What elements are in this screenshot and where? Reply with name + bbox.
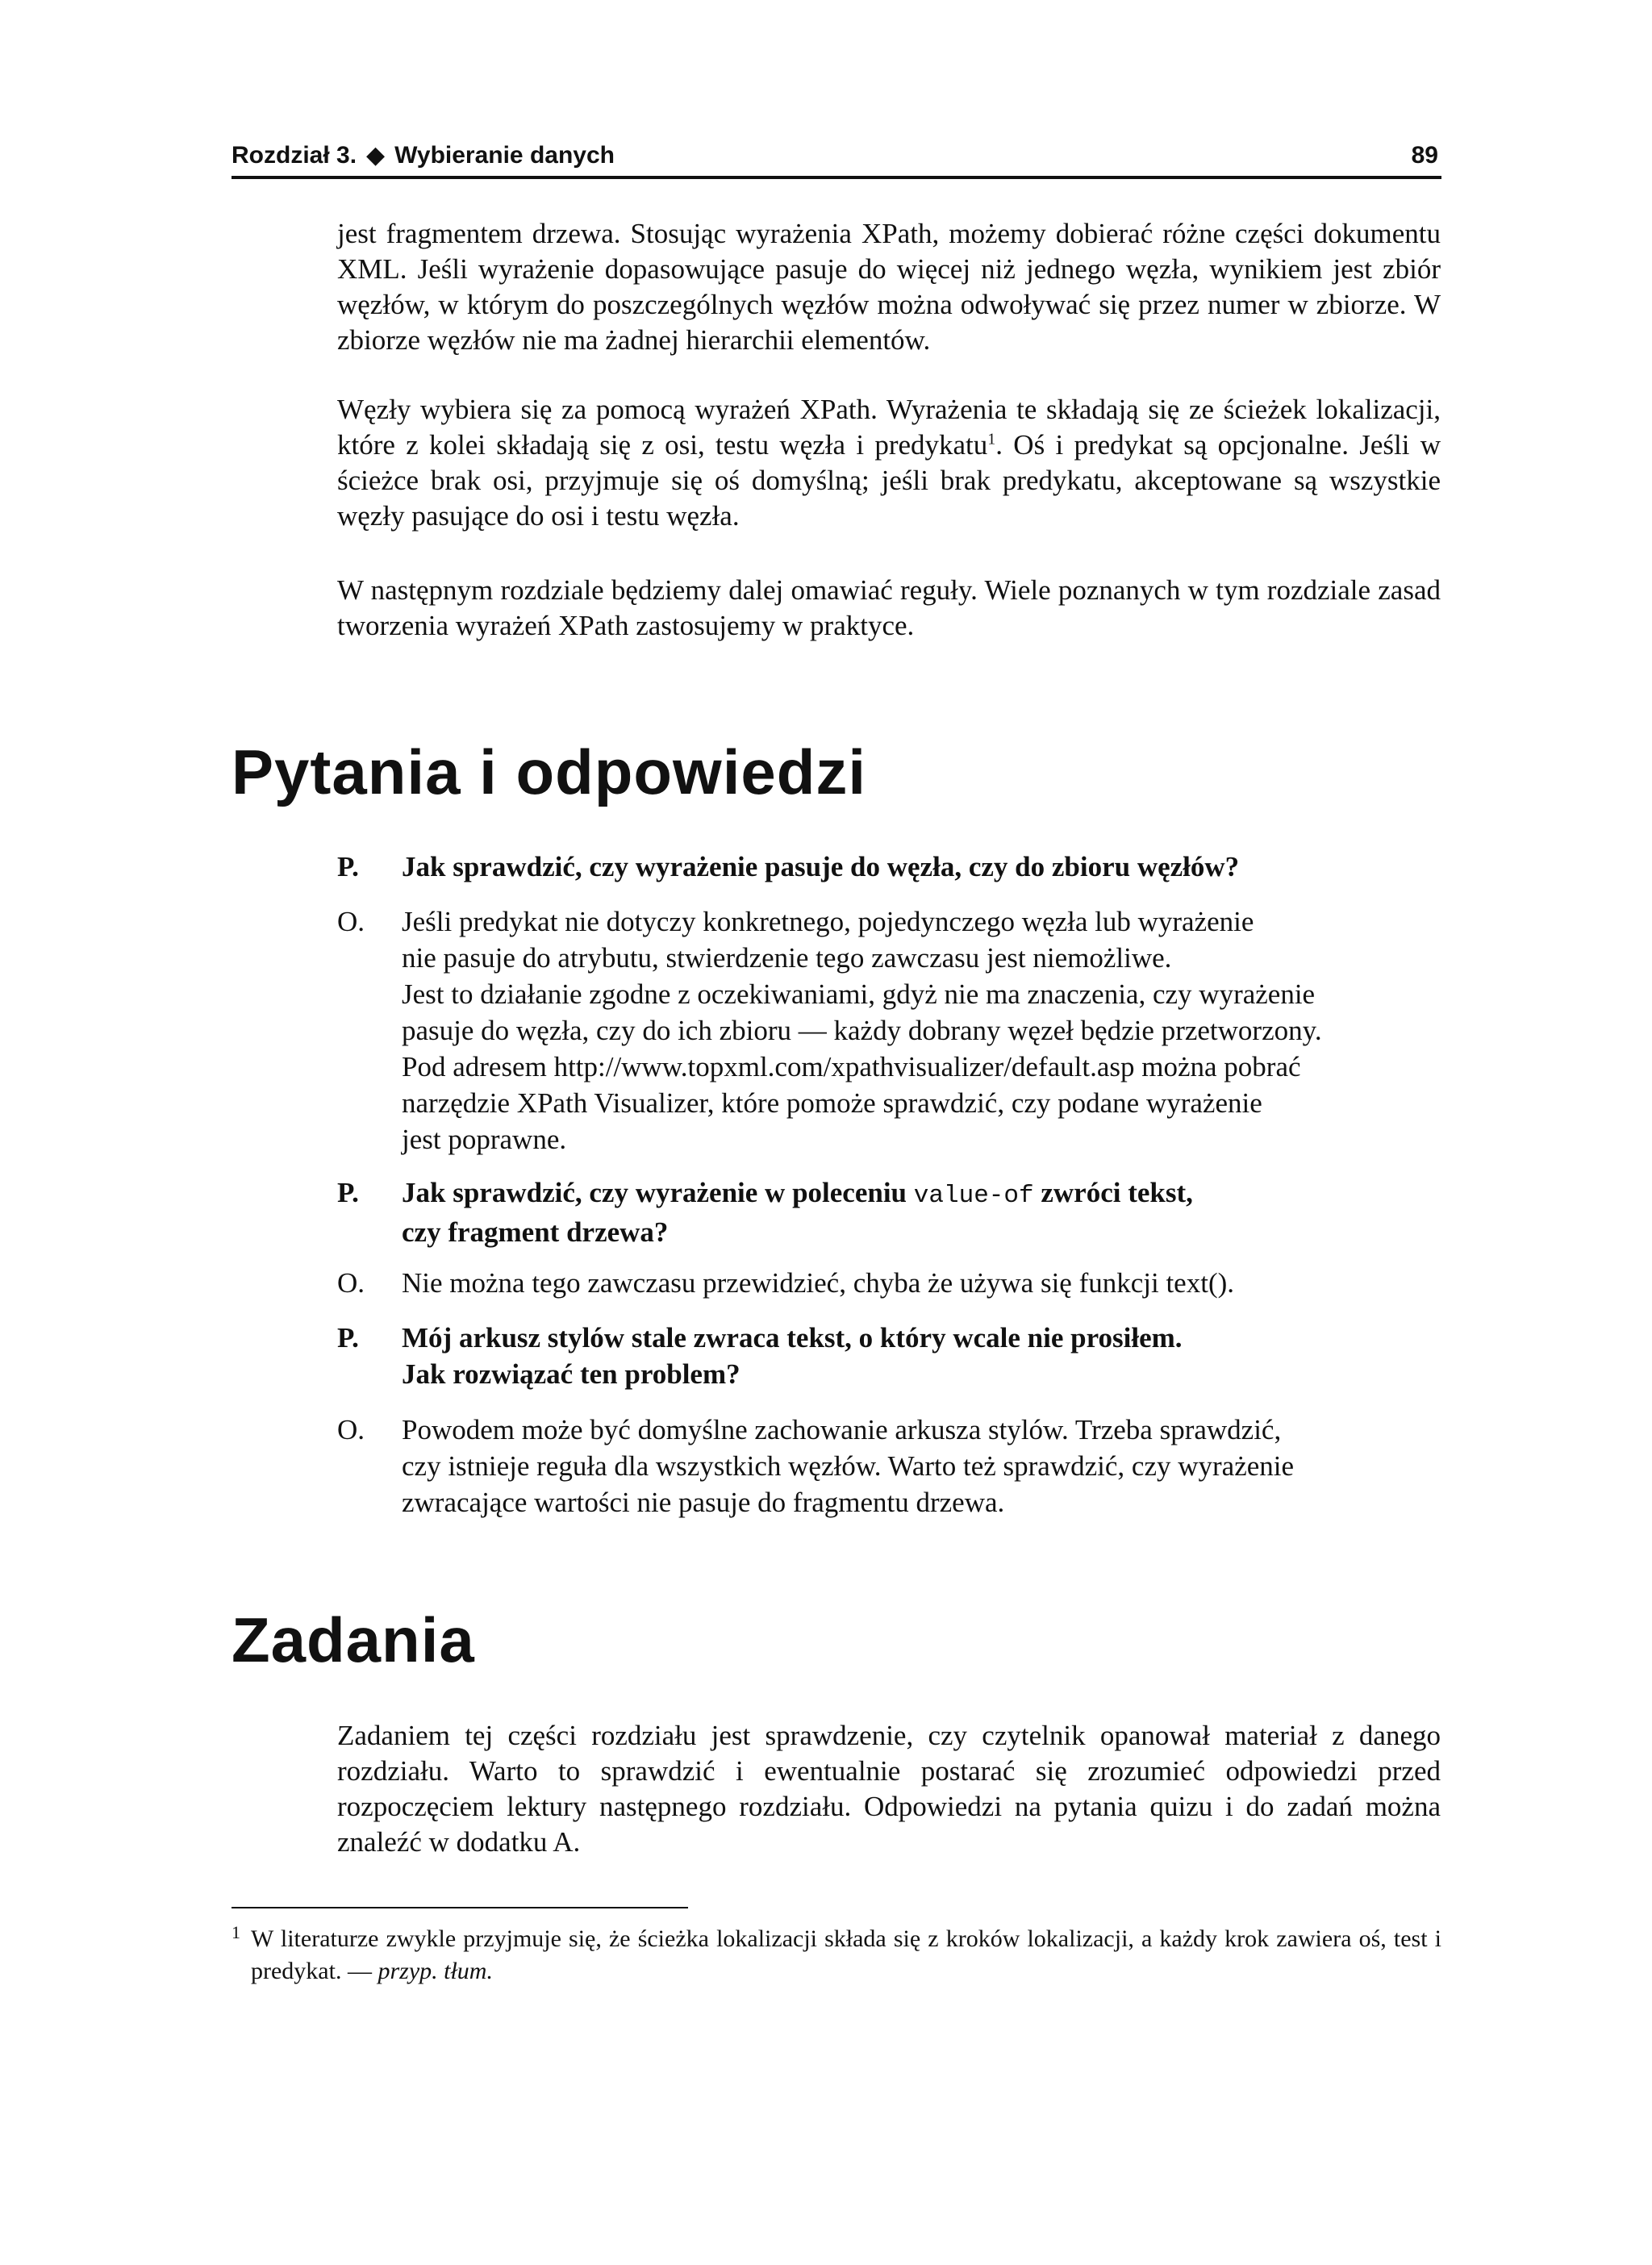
intro-paragraph-2 [337, 392, 1441, 534]
answer-mark-label: O. [337, 1267, 365, 1299]
translator-note: przyp. tłum. [378, 1958, 493, 1984]
answer-3-text: Powodem może być domyślne zachowanie arkusza stylów. Trzeba sprawdzić, czy istnieje reguła dla wszystkich węzłów. Warto też sprawdzić, czy wyrażenie zwracające wartości nie pasuje do fragmentu drzewa. [402, 1414, 1295, 1518]
footnote [232, 1923, 1441, 1988]
answer-1-text: Jeśli predykat nie dotyczy konkretnego, pojedynczego węzła lub wyrażenie nie pasuje do atrybutu, stwierdzenie tego zawczasu jest niemożliwe. Jest to działanie zgodne z oczekiwaniami, gdyż nie ma znaczenia, czy wyrażenie pasuje do węzła, czy do ich zbioru — każdy dobrany węzeł będzie przetworzony. Pod adresem http://www.topxml.com/xpathvisualizer/default.asp można pobrać narzędzie XPath Visualizer, które pomoże sprawdzić, czy podane wyrażenie jest poprawne. [402, 906, 1322, 1155]
question-3-text: Mój arkusz stylów stale zwraca tekst, o który wcale nie prosiłem. Jak rozwiązać ten problem? [402, 1322, 1183, 1390]
answer-mark-label: O. [337, 906, 365, 937]
section-title-qa: Pytania i odpowiedzi [232, 736, 867, 807]
page-number: 89 [1411, 142, 1438, 169]
intro-paragraph-1: jest fragmentem drzewa. Stosując wyrażenia XPath, możemy dobierać różne części dokumentu XML. Jeśli wyrażenie dopasowujące pasuje do więcej niż jednego węzła, wynikiem jest zbiór węzłów, w którym do poszczególnych węzłów można odwoływać się przez numer w zbiorze. W zbiorze węzłów nie ma żadnej hierarchii elementów. [337, 218, 1441, 356]
question-mark-label: P. [337, 1177, 359, 1208]
question-2-text: Jak sprawdzić, czy wyrażenie w poleceniu value-of zwróci tekst, czy fragment drzewa? [402, 1177, 1193, 1248]
code-value-of: value-of [913, 1182, 1034, 1210]
answer-mark-label: O. [337, 1414, 365, 1445]
answer-2-text: Nie można tego zawczasu przewidzieć, chyba że używa się funkcji text(). [402, 1267, 1235, 1299]
question-mark-label: P. [337, 1322, 359, 1354]
intro-paragraph-2-rest: . Oś i predykat są opcjonalne. Jeśli w ścieżce brak osi, przyjmuje się oś domyślną; jeśli brak predykatu, akceptowane są wszystkie węzły pasujące do osi i testu węzła. [337, 429, 1441, 532]
question-1-text: Jak sprawdzić, czy wyrażenie pasuje do węzła, czy do zbioru węzłów? [402, 851, 1240, 882]
tasks-paragraph: Zadaniem tej części rozdziału jest sprawdzenie, czy czytelnik opanował materiał z danego rozdziału. Warto to sprawdzić i ewentualnie postarać się zrozumieć odpowiedzi przed rozpoczęciem lektury następnego rozdziału. Odpowiedzi na pytania quizu i do zadań można znaleźć w dodatku A. [337, 1720, 1441, 1858]
chapter-title: Wybieranie danych [394, 142, 615, 169]
diamond-icon: ◆ [366, 142, 386, 169]
chapter-label: Rozdział 3. [232, 142, 357, 169]
footnote-ref[interactable]: 1 [987, 430, 996, 448]
section-title-tasks: Zadania [232, 1604, 475, 1675]
question-mark-label: P. [337, 851, 359, 882]
intro-paragraph-2-text: Węzły wybiera się za pomocą wyrażeń XPath. Wyrażenia te składają się ze ścieżek lokalizacji, które z kolei składają się z osi, testu węzła i predykatu [337, 394, 1441, 461]
footnote-number: 1 [232, 1922, 240, 1942]
header-chapter-title [232, 141, 615, 169]
footnote-divider [232, 1907, 688, 1908]
running-header [232, 137, 1441, 179]
intro-paragraph-3: W następnym rozdziale będziemy dalej omawiać reguły. Wiele poznanych w tym rozdziale zasad tworzenia wyrażeń XPath zastosujemy w praktyce. [337, 574, 1441, 641]
footnote-text: W literaturze zwykle przyjmuje się, że ścieżka lokalizacji składa się z kroków lokalizacji, a każdy krok zawiera oś, test i predykat. — przyp. tłum. [251, 1925, 1441, 1984]
